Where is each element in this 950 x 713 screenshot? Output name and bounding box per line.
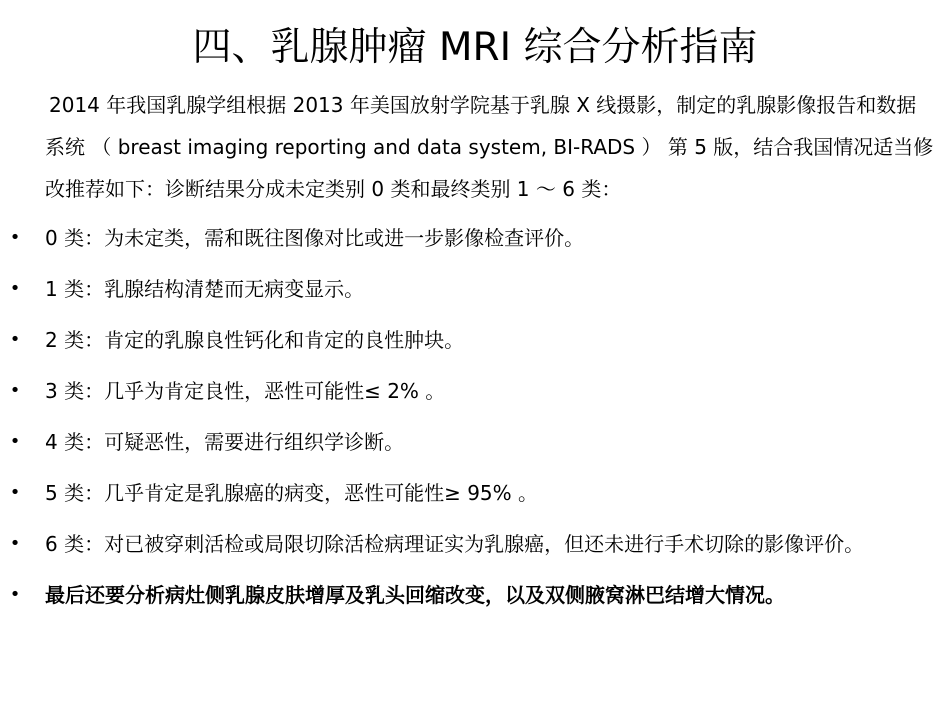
list-item-text: 6 类：对已被穿刺活检或局限切除活检病理证实为乳腺癌，但还未进行手术切除的影像评价。 <box>45 532 865 556</box>
bullet-icon: • <box>9 380 21 401</box>
list-item-text: 0 类：为未定类，需和既往图像对比或进一步影像检查评价。 <box>45 226 585 250</box>
intro-paragraph: 2014 年我国乳腺学组根据 2013 年美国放射学院基于乳腺 X 线摄影，制定的乳腺影像报告和数据系统 （ breast imaging reporting and data system, BI-RADS ） 第 5 版，结合我国情况适当修改推荐如下：诊断结果分成未定类别 0 类和最终类别 1 ～ 6 类： <box>45 93 934 201</box>
list-item <box>0 472 925 514</box>
list-item <box>0 319 925 361</box>
list-item <box>0 523 925 565</box>
bullet-list <box>0 217 950 625</box>
list-item <box>0 217 925 259</box>
list-item-text-emphasis: 最后还要分析病灶侧乳腺皮肤增厚及乳头回缩改变，以及双侧腋窝淋巴结增大情况。 <box>45 583 785 607</box>
bullet-icon: • <box>9 482 21 503</box>
slide-title: 四、乳腺肿瘤 MRI 综合分析指南 <box>192 25 758 70</box>
list-item-text: 2 类：肯定的乳腺良性钙化和肯定的良性肿块。 <box>45 328 465 352</box>
list-item <box>0 370 925 412</box>
bullet-icon: • <box>9 431 21 452</box>
bullet-icon: • <box>9 329 21 350</box>
list-item <box>0 574 925 616</box>
list-item-text: 3 类：几乎为肯定良性，恶性可能性≤ 2% 。 <box>45 379 446 403</box>
bullet-icon: • <box>9 584 21 605</box>
bullet-icon: • <box>9 533 21 554</box>
list-item-text: 1 类：乳腺结构清楚而无病变显示。 <box>45 277 365 301</box>
bullet-icon: • <box>9 278 21 299</box>
bullet-icon: • <box>9 227 21 248</box>
list-item-text: 5 类：几乎肯定是乳腺癌的病变，恶性可能性≥ 95% 。 <box>45 481 539 505</box>
list-item <box>0 421 925 463</box>
list-item-text: 4 类：可疑恶性，需要进行组织学诊断。 <box>45 430 405 454</box>
list-item <box>0 268 925 310</box>
